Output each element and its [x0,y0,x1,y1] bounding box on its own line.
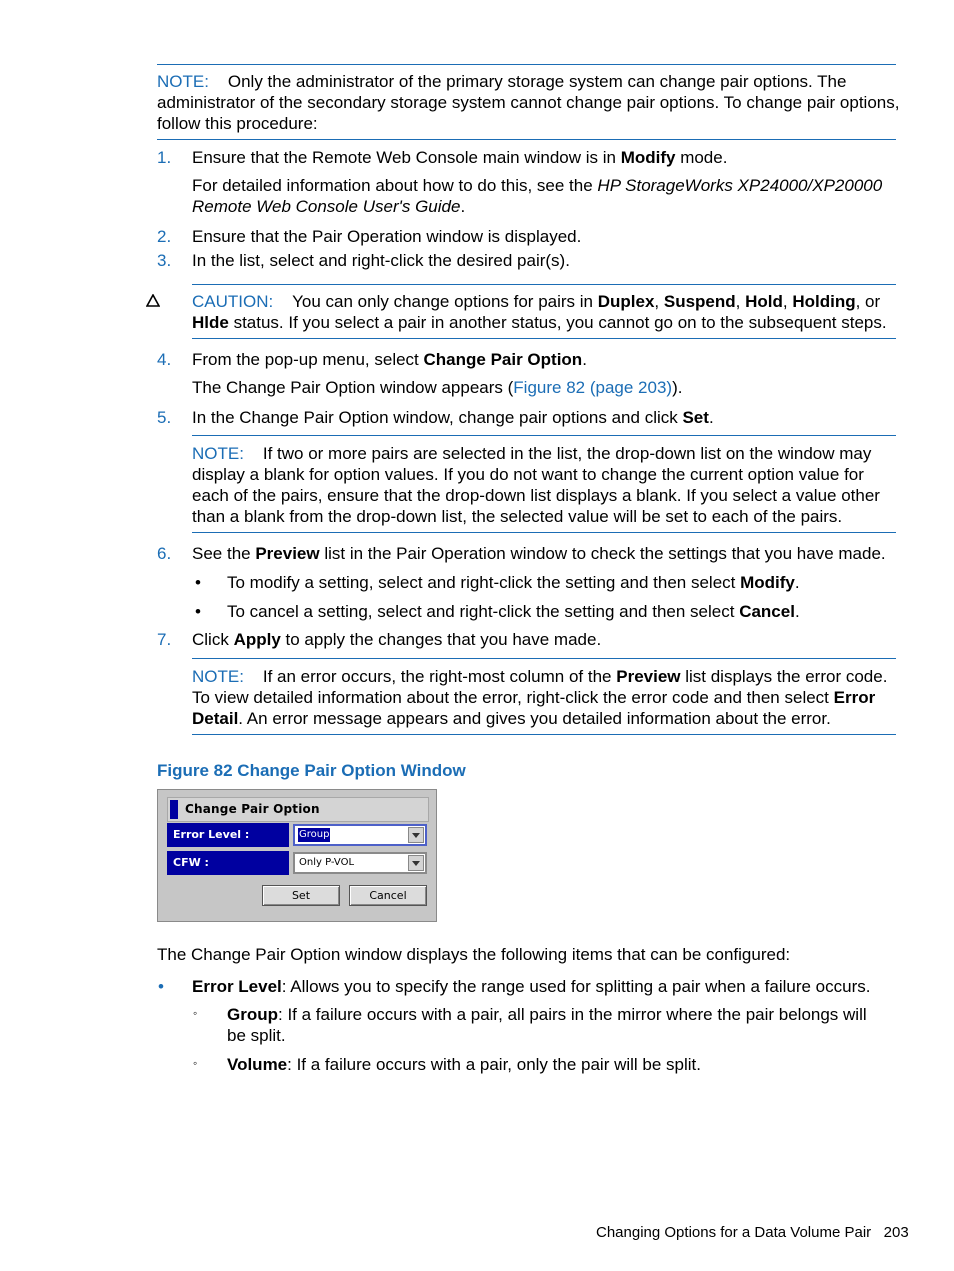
set-button[interactable]: Set [262,885,340,906]
step-4-text: From the pop-up menu, select Change Pair Option. [192,350,587,369]
caution-top-rule [192,284,896,285]
error-level-label: Error Level : [167,823,289,847]
note-1-line-2: administrator of the secondary storage system cannot change pair options. To change pair options, [157,93,900,112]
note-top-rule [157,64,896,65]
step-number: 2. [157,227,172,246]
item-error-level: Error Level: Allows you to specify the range used for splitting a pair when a failure occurs. [192,977,871,996]
step-number: 6. [157,544,172,563]
note-2-line-4: than a blank from the drop-down list, the selected value will be set to each of the pairs. [192,507,843,526]
figure-caption: Figure 82 Change Pair Option Window [157,761,466,780]
title-accent [170,800,178,819]
note-3-line-3: Detail. An error message appears and gives you detailed information about the error. [192,709,831,728]
step-number: 5. [157,408,172,427]
note-2-line-1: NOTE: If two or more pairs are selected in the list, the drop-down list on the window may [192,444,872,463]
note-3-line-2: To view detailed information about the error, right-click the error code and then select Error [192,688,876,707]
window-title: Change Pair Option [185,802,320,816]
note-label: NOTE: [192,444,244,463]
note-1-line-3: follow this procedure: [157,114,318,133]
note-2-line-2: display a blank for option values. If you do not want to change the current option value for [192,465,864,484]
error-level-value: Group [299,829,330,840]
step-number: 4. [157,350,172,369]
item-group: Group: If a failure occurs with a pair, all pairs in the mirror where the pair belongs will [227,1005,867,1024]
change-pair-option-window [157,789,437,922]
note-bottom-rule [192,734,896,735]
chevron-down-icon[interactable] [408,827,424,843]
step-3-text: In the list, select and right-click the desired pair(s). [192,251,570,270]
step-1-detail-line-2: Remote Web Console User's Guide. [192,197,466,216]
bullet-dot: • [158,977,164,996]
step-7-text: Click Apply to apply the changes that you have made. [192,630,602,649]
note-2-line-3: each of the pairs, ensure that the drop-down list displays a blank. If you select a value other [192,486,880,505]
step-number: 7. [157,630,172,649]
footer-title: Changing Options for a Data Volume Pair [596,1224,872,1241]
step-number: 1. [157,148,172,167]
bullet-dot: • [195,573,201,592]
cfw-label: CFW : [167,851,289,875]
note-3-line-1: NOTE: If an error occurs, the right-most column of the Preview list displays the error code. [192,667,888,686]
step-1-text: Ensure that the Remote Web Console main window is in Modify mode. [192,148,728,167]
caution-label: CAUTION: [192,292,274,311]
chevron-down-icon[interactable] [408,855,424,871]
caution-line-1: CAUTION: You can only change options for pairs in Duplex, Suspend, Hold, Holding, or [192,292,881,311]
note-label: NOTE: [157,72,209,91]
caution-icon [146,294,160,307]
note-top-rule [192,435,896,436]
step-6-bullet-1: To modify a setting, select and right-click the setting and then select Modify. [227,573,800,592]
bullet-dot: • [195,602,201,621]
step-6-bullet-2: To cancel a setting, select and right-click the setting and then select Cancel. [227,602,800,621]
note-1-line-1: NOTE: Only the administrator of the primary storage system can change pair options. The [157,72,847,91]
step-1-detail-line-1: For detailed information about how to do this, see the HP StorageWorks XP24000/XP20000 [192,176,883,195]
error-level-select[interactable] [293,824,427,846]
cfw-value: Only P-VOL [299,857,355,868]
step-6-text: See the Preview list in the Pair Operation window to check the settings that you have made. [192,544,886,563]
step-number: 3. [157,251,172,270]
note-top-rule [192,658,896,659]
sub-bullet-circle: ◦ [193,1006,198,1020]
sub-bullet-circle: ◦ [193,1056,198,1070]
item-group-line-2: be split. [227,1026,286,1045]
intro-paragraph: The Change Pair Option window displays the following items that can be configured: [157,945,791,964]
figure-link[interactable]: Figure 82 (page 203) [513,378,673,397]
footer [596,1222,909,1243]
step-5-text: In the Change Pair Option window, change pair options and click Set. [192,408,714,427]
step-4-detail: The Change Pair Option window appears (Figure 82 (page 203)). [192,378,683,397]
note-bottom-rule [157,139,896,140]
item-volume: Volume: If a failure occurs with a pair, only the pair will be split. [227,1055,701,1074]
caution-bottom-rule [192,338,896,339]
window-title-bar [167,797,429,822]
cancel-button[interactable]: Cancel [349,885,427,906]
caution-line-2: Hlde status. If you select a pair in another status, you cannot go on to the subsequent steps. [192,313,887,332]
note-label: NOTE: [192,667,244,686]
step-2-text: Ensure that the Pair Operation window is displayed. [192,227,582,246]
page-number: 203 [883,1224,909,1241]
note-bottom-rule [192,532,896,533]
cfw-select[interactable] [293,852,427,874]
